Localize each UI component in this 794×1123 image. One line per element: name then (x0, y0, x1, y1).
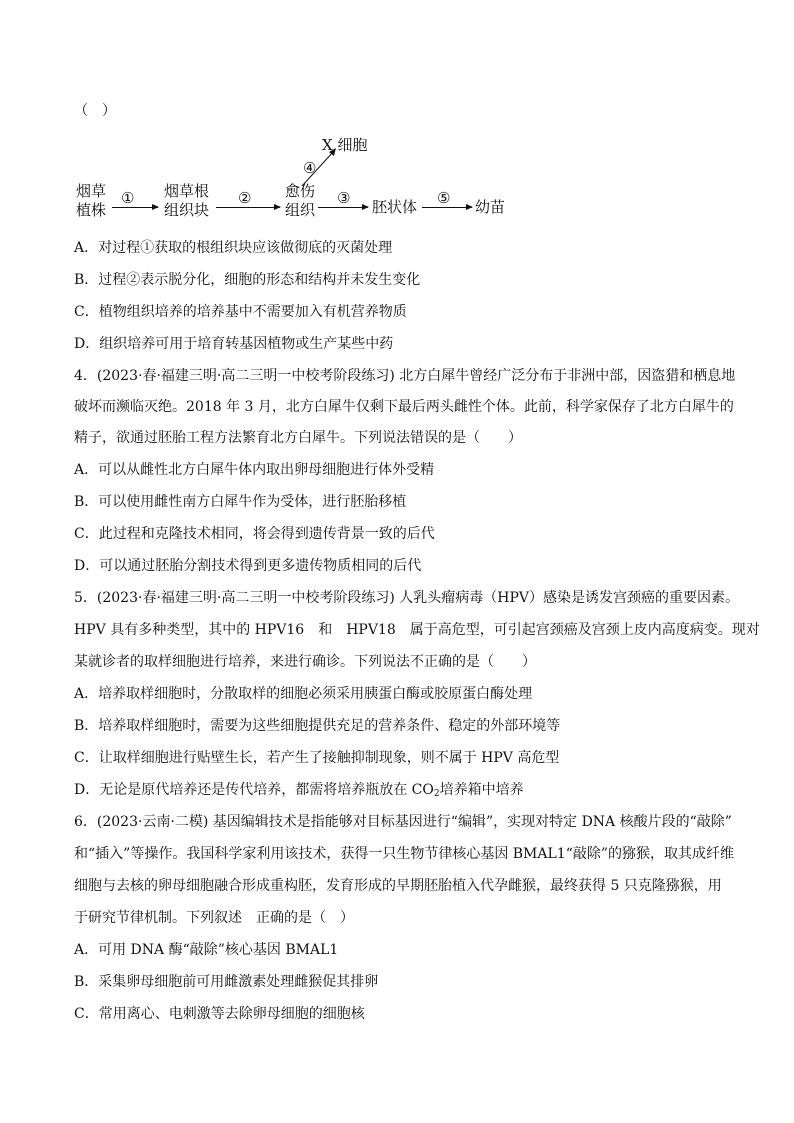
step-4-label: ④ (303, 159, 317, 177)
q4-stem-line-2: 破坏而濒临灭绝。2018 年 3 月，北方白犀牛仅剩下最后两头雌性个体。此前，科学家保存了北方白犀牛的 (74, 399, 734, 415)
answer-paren: （ ） (74, 103, 116, 119)
node-callus: 愈伤 组织 (285, 182, 316, 219)
arrow-step-2 (216, 207, 280, 208)
node-x-cell: X 细胞 (322, 136, 368, 154)
q5-option-d: D．无论是原代培养还是传代培养，都需将培养瓶放在 $CO_2$培养箱中培养 (74, 782, 524, 799)
q6-stem-line-2: 和“插入”等操作。我国科学家利用该技术，获得一只生物节律核心基因 BMAL1“敲除”的猕猴，取其成纤维 (74, 846, 735, 862)
q5-option-c: C．让取样细胞进行贴壁生长，若产生了接触抑制现象，则不属于 HPV 高危型 (74, 750, 560, 766)
q5-stem-line-1: 5．(2023·春·福建三明·高二三明一中校考阶段练习) 人乳头瘤病毒（HPV）感染是诱发宫颈癌的重要因素。 (74, 590, 739, 606)
step-1-label: ① (121, 189, 135, 207)
q4-option-b: B．可以使用雌性南方白犀牛作为受体，进行胚胎移植 (74, 494, 407, 510)
step-2-label: ② (238, 189, 252, 207)
node-tobacco-plant: 烟草 植株 (76, 182, 107, 219)
tissue-culture-diagram (70, 130, 530, 230)
q6-option-b: B．采集卵母细胞前可用雌激素处理雌猴促其排卵 (74, 974, 379, 990)
q5-option-a: A．培养取样细胞时，分散取样的细胞必须采用胰蛋白酶或胶原蛋白酶处理 (74, 686, 533, 702)
node-seedling: 幼苗 (475, 198, 506, 216)
q6-option-a: A．可用 DNA 酶“敲除”核心基因 BMAL1 (74, 942, 339, 958)
q6-stem-line-4: 于研究节律机制。下列叙述 正确的是（ ） (74, 910, 354, 926)
q6-stem-line-1: 6．(2023·云南·二模) 基因编辑技术是指能够对目标基因进行“编辑”，实现对特定 DNA 核酸片段的“敲除” (74, 814, 732, 830)
q6-stem-line-3: 细胞与去核的卵母细胞融合形成重构胚，发育形成的早期胚胎植入代孕雌猴，最终获得 5 只克隆猕猴，用 (74, 878, 722, 894)
node-root-tissue: 烟草根 组织块 (164, 182, 210, 219)
q5-stem-line-3: 某就诊者的取样细胞进行培养，来进行确诊。下列说法不正确的是（ ） (74, 654, 536, 670)
q5-option-b: B．培养取样细胞时，需要为这些细胞提供充足的营养条件、稳定的外部环境等 (74, 718, 561, 734)
q3-option-c: C．植物组织培养的培养基中不需要加入有机营养物质 (74, 304, 407, 320)
q6-option-c: C．常用离心、电刺激等去除卵母细胞的细胞核 (74, 1006, 365, 1022)
q3-option-b: B．过程②表示脱分化，细胞的形态和结构并未发生变化 (74, 272, 421, 288)
arrow-step-3 (318, 207, 368, 208)
q4-option-c: C．此过程和克隆技术相同，将会得到遗传背景一致的后代 (74, 526, 435, 542)
q5-stem-line-2: HPV 具有多种类型，其中的 HPV16 和 HPV18 属于高危型，可引起宫颈癌及宫颈上皮内高度病变。现对 (74, 622, 760, 638)
q4-option-d: D．可以通过胚胎分割技术得到更多遗传物质相同的后代 (74, 558, 422, 574)
step-5-label: ⑤ (437, 189, 451, 207)
q4-stem-line-3: 精子，欲通过胚胎工程方法繁育北方白犀牛。下列说法错误的是（ ） (74, 430, 522, 446)
q3-option-a: A．对过程①获取的根组织块应该做彻底的灭菌处理 (74, 240, 393, 256)
q4-stem-line-1: 4．(2023·春·福建三明·高二三明一中校考阶段练习) 北方白犀牛曾经广泛分布于非洲中部，因盗猎和栖息地 (74, 368, 736, 384)
q3-option-d: D．组织培养可用于培育转基因植物或生产某些中药 (74, 336, 394, 352)
step-3-label: ③ (337, 189, 351, 207)
arrow-step-5 (422, 207, 472, 208)
arrow-step-1 (112, 207, 158, 208)
q4-option-a: A．可以从雌性北方白犀牛体内取出卵母细胞进行体外受精 (74, 462, 435, 478)
node-embryoid: 胚状体 (372, 198, 418, 216)
